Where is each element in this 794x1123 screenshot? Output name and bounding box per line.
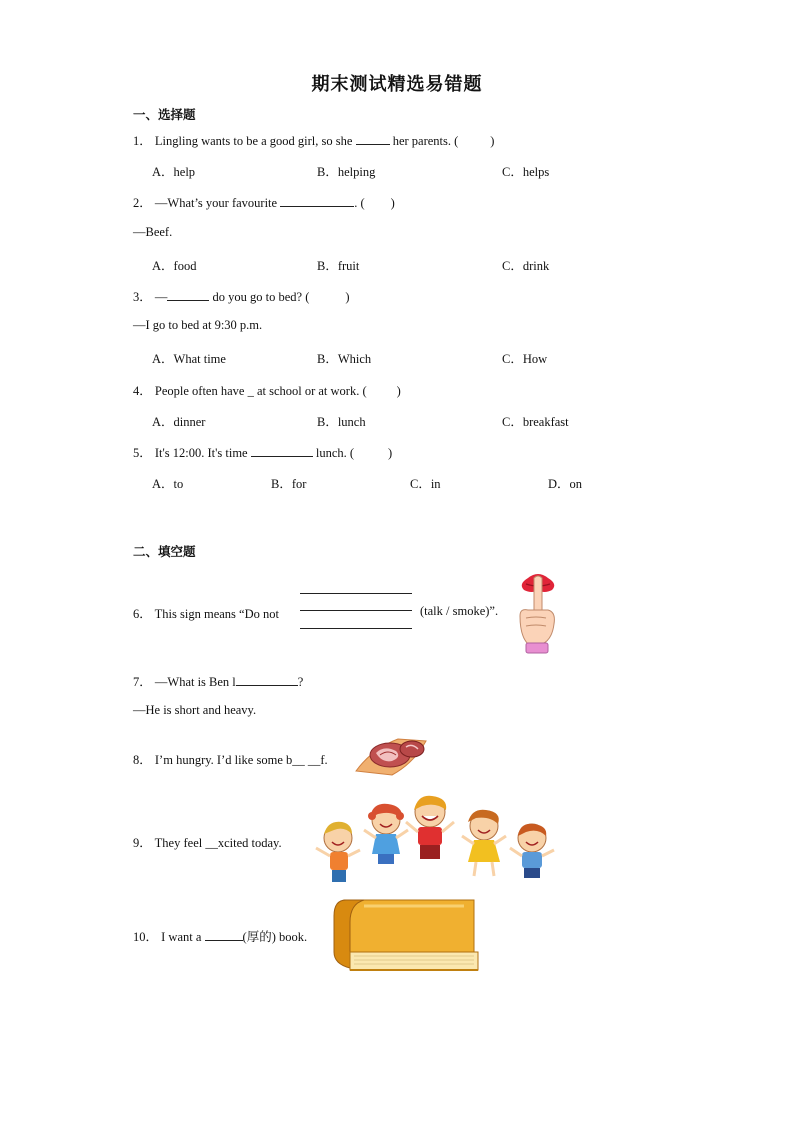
- dialogue-answer: —I go to bed at 9:30 p.m.: [133, 318, 263, 332]
- question-number: 7．: [133, 675, 152, 689]
- question-text: . (: [354, 196, 365, 210]
- dialogue-answer: —He is short and heavy.: [133, 703, 257, 717]
- section-heading-choice: 一、选择题: [133, 107, 196, 122]
- question-1: [133, 131, 494, 149]
- question-9: [133, 833, 282, 851]
- question-text: —What’s your favourite: [154, 196, 278, 210]
- question-text: I’m hungry. I’d like some b__ __f.: [154, 753, 328, 767]
- question-number: 1．: [133, 134, 152, 148]
- question-text: I want a: [161, 930, 202, 944]
- answer-line[interactable]: [300, 628, 412, 629]
- question-text: ?: [297, 675, 304, 689]
- close-paren: ): [345, 290, 350, 304]
- option-c[interactable]: C．How: [502, 352, 548, 366]
- page-title: 期末测试精选易错题: [311, 74, 483, 95]
- option-b[interactable]: B．fruit: [317, 259, 360, 273]
- question-8: [133, 750, 328, 768]
- question-2: [133, 193, 395, 211]
- question-number: 3．: [133, 290, 152, 304]
- question-number: 5．: [133, 446, 152, 460]
- answer-blank[interactable]: [167, 289, 209, 301]
- finger-on-lips-icon: [514, 570, 562, 660]
- option-d[interactable]: D．on: [548, 477, 583, 491]
- dialogue-answer: —Beef.: [133, 225, 173, 239]
- thick-book-icon: [324, 894, 484, 978]
- option-c[interactable]: C．helps: [502, 165, 550, 179]
- option-b[interactable]: B．helping: [317, 165, 376, 179]
- answer-blank[interactable]: [251, 445, 313, 457]
- happy-children-icon: [308, 790, 558, 894]
- option-a[interactable]: A．What time: [152, 352, 226, 366]
- option-a[interactable]: A．to: [152, 477, 184, 491]
- question-number: 10．: [133, 930, 159, 944]
- close-paren: ): [388, 446, 393, 460]
- question-4: [133, 381, 401, 399]
- beef-slice-icon: [352, 733, 432, 783]
- question-text: —: [154, 290, 168, 304]
- question-text: lunch. (: [315, 446, 355, 460]
- option-b[interactable]: B．Which: [317, 352, 372, 366]
- question-3: [133, 287, 350, 305]
- question-text: It's 12:00. It's time: [154, 446, 248, 460]
- answer-line[interactable]: [300, 610, 412, 611]
- question-text: They feel __xcited today.: [154, 836, 282, 850]
- question-5: [133, 443, 392, 461]
- question-text: Lingling wants to be a good girl, so she: [154, 134, 353, 148]
- option-c[interactable]: C．drink: [502, 259, 550, 273]
- option-a[interactable]: A．dinner: [152, 415, 206, 429]
- answer-blank[interactable]: [236, 674, 298, 686]
- question-number: 4．: [133, 384, 152, 398]
- answer-blank[interactable]: [280, 195, 354, 207]
- question-text: (talk / smoke)”.: [420, 604, 499, 618]
- option-a[interactable]: A．help: [152, 165, 196, 179]
- question-text: —What is Ben l: [154, 675, 236, 689]
- question-6: [133, 604, 279, 622]
- section-heading-fill-in: 二、填空题: [133, 544, 196, 559]
- question-text: (厚的) book.: [242, 930, 308, 944]
- answer-blank[interactable]: [356, 133, 390, 145]
- option-a[interactable]: A．food: [152, 259, 197, 273]
- question-text: do you go to bed? (: [212, 290, 310, 304]
- close-paren: ): [396, 384, 401, 398]
- close-paren: ): [390, 196, 395, 210]
- question-text: This sign means “Do not: [154, 607, 279, 621]
- close-paren: ): [490, 134, 495, 148]
- question-text: People often have _ at school or at work. (: [154, 384, 367, 398]
- option-b[interactable]: B．lunch: [317, 415, 366, 429]
- question-number: 6．: [133, 607, 152, 621]
- option-b[interactable]: B．for: [271, 477, 307, 491]
- question-number: 8．: [133, 753, 152, 767]
- question-10: [133, 927, 307, 945]
- question-number: 9．: [133, 836, 152, 850]
- question-7: [133, 672, 303, 690]
- option-c[interactable]: C．in: [410, 477, 441, 491]
- question-text: her parents. (: [392, 134, 459, 148]
- answer-line[interactable]: [300, 593, 412, 594]
- option-c[interactable]: C．breakfast: [502, 415, 569, 429]
- question-number: 2．: [133, 196, 152, 210]
- answer-blank[interactable]: [205, 929, 243, 941]
